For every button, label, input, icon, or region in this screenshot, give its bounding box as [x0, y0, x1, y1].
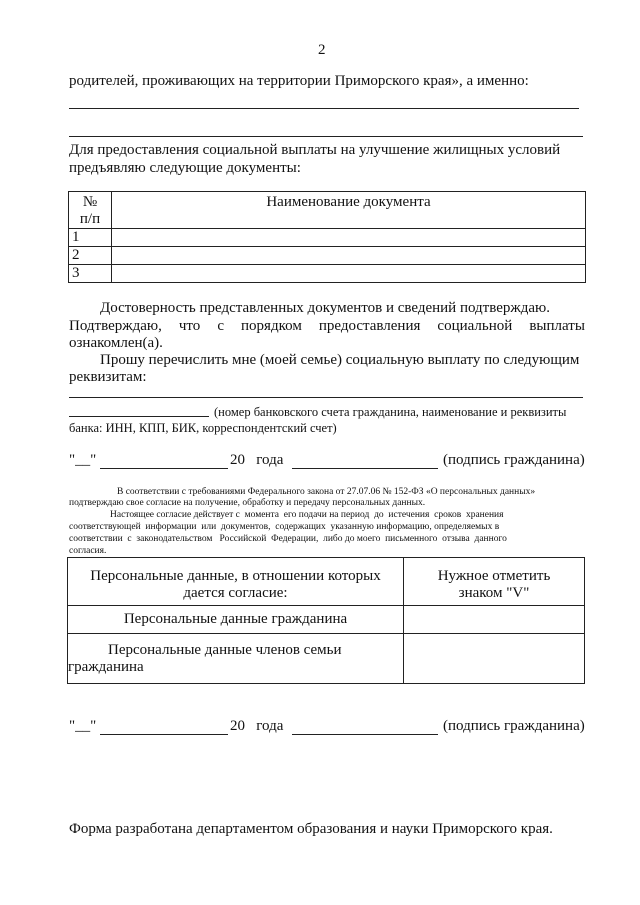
- date-month-field-2[interactable]: [100, 734, 228, 735]
- consent-text-3: Настоящее согласие действует с момента его подачи на период до истечения сроков хранения: [110, 510, 504, 520]
- document-cell[interactable]: [112, 247, 586, 265]
- signature-field[interactable]: [292, 468, 438, 469]
- consent-text-4: соответствующей информации или документов, содержащих указанную информацию, определяемых в: [69, 522, 500, 532]
- personal-data-table: [67, 557, 585, 684]
- signature-label: (подпись гражданина): [443, 452, 585, 468]
- pd-table-header: [68, 558, 585, 606]
- date-day-2: "__": [69, 718, 97, 734]
- pd-head-left-2: дается согласие:: [183, 585, 288, 601]
- date-year-2: 20 года: [230, 718, 284, 734]
- bank-hint: (номер банковского счета гражданина, наименование и реквизиты: [214, 405, 567, 419]
- consent-text-5: соответствии с законодательством Российской Федерации, либо до моего письменного отзыва данного: [69, 534, 507, 544]
- table-header-row: [69, 192, 586, 229]
- pd-row-citizen: Персональные данные гражданина: [123, 611, 348, 627]
- pd-mark-citizen[interactable]: [404, 606, 585, 634]
- consent-text-1: В соответствии с требованиями Федерального закона от 27.07.06 № 152-ФЗ «О персональных данных»: [117, 487, 536, 497]
- date-year: 20 года: [230, 452, 284, 468]
- docs-intro-2: предъявляю следующие документы:: [69, 160, 301, 176]
- pd-row-family-1: Персональные данные членов семьи: [108, 642, 342, 658]
- table-row: [69, 247, 586, 265]
- bank-details-line[interactable]: [69, 397, 583, 398]
- table-row: [69, 229, 586, 247]
- pd-head-left-1: Персональные данные, в отношении которых: [90, 568, 381, 584]
- confirm-text-2: Подтверждаю, что с порядком предоставления социальной выплаты: [69, 318, 585, 334]
- row-number: 1: [72, 229, 80, 245]
- docs-intro-1: Для предоставления социальной выплаты на улучшение жилищных условий: [69, 142, 561, 158]
- bank-details-line[interactable]: [69, 416, 209, 417]
- document-cell[interactable]: [112, 229, 586, 247]
- date-month-field[interactable]: [100, 468, 228, 469]
- signature-label-2: (подпись гражданина): [443, 718, 585, 734]
- table-row: [69, 265, 586, 283]
- blank-line[interactable]: [69, 136, 583, 137]
- transfer-text-1: Прошу перечислить мне (моей семье) социальную выплату по следующим: [100, 352, 580, 368]
- confirm-text-1: Достоверность представленных документов и сведений подтверждаю.: [100, 300, 550, 316]
- bank-hint-2: банка: ИНН, КПП, БИК, корреспондентский счет): [69, 421, 337, 435]
- table-row: [68, 634, 585, 684]
- transfer-text-2: реквизитам:: [69, 369, 147, 385]
- col-number-label: №: [82, 194, 98, 210]
- consent-text-2: подтверждаю свое согласие на получение, обработку и передачу персональных данных.: [69, 498, 426, 508]
- row-number: 3: [72, 265, 80, 281]
- signature-field-2[interactable]: [292, 734, 438, 735]
- document-cell[interactable]: [112, 265, 586, 283]
- pd-row-family-2: гражданина: [68, 659, 144, 675]
- pd-head-right-1: Нужное отметить: [437, 568, 551, 584]
- confirm-text-3: ознакомлен(а).: [69, 335, 163, 351]
- blank-line[interactable]: [69, 108, 579, 109]
- pd-head-right-2: знаком "V": [458, 585, 530, 601]
- documents-table: [68, 191, 586, 283]
- row-number: 2: [72, 247, 80, 263]
- col-number-sublabel: п/п: [79, 211, 101, 227]
- table-row: [68, 606, 585, 634]
- col-document-name: Наименование документа: [266, 194, 431, 210]
- pd-mark-family[interactable]: [404, 634, 585, 684]
- form-footer: Форма разработана департаментом образования и науки Приморского края.: [69, 821, 553, 837]
- consent-text-6: согласия.: [69, 546, 107, 556]
- line-parents: родителей, проживающих на территории Приморского края», а именно:: [69, 73, 529, 89]
- date-day: "__": [69, 452, 97, 468]
- page-number: 2: [318, 42, 326, 58]
